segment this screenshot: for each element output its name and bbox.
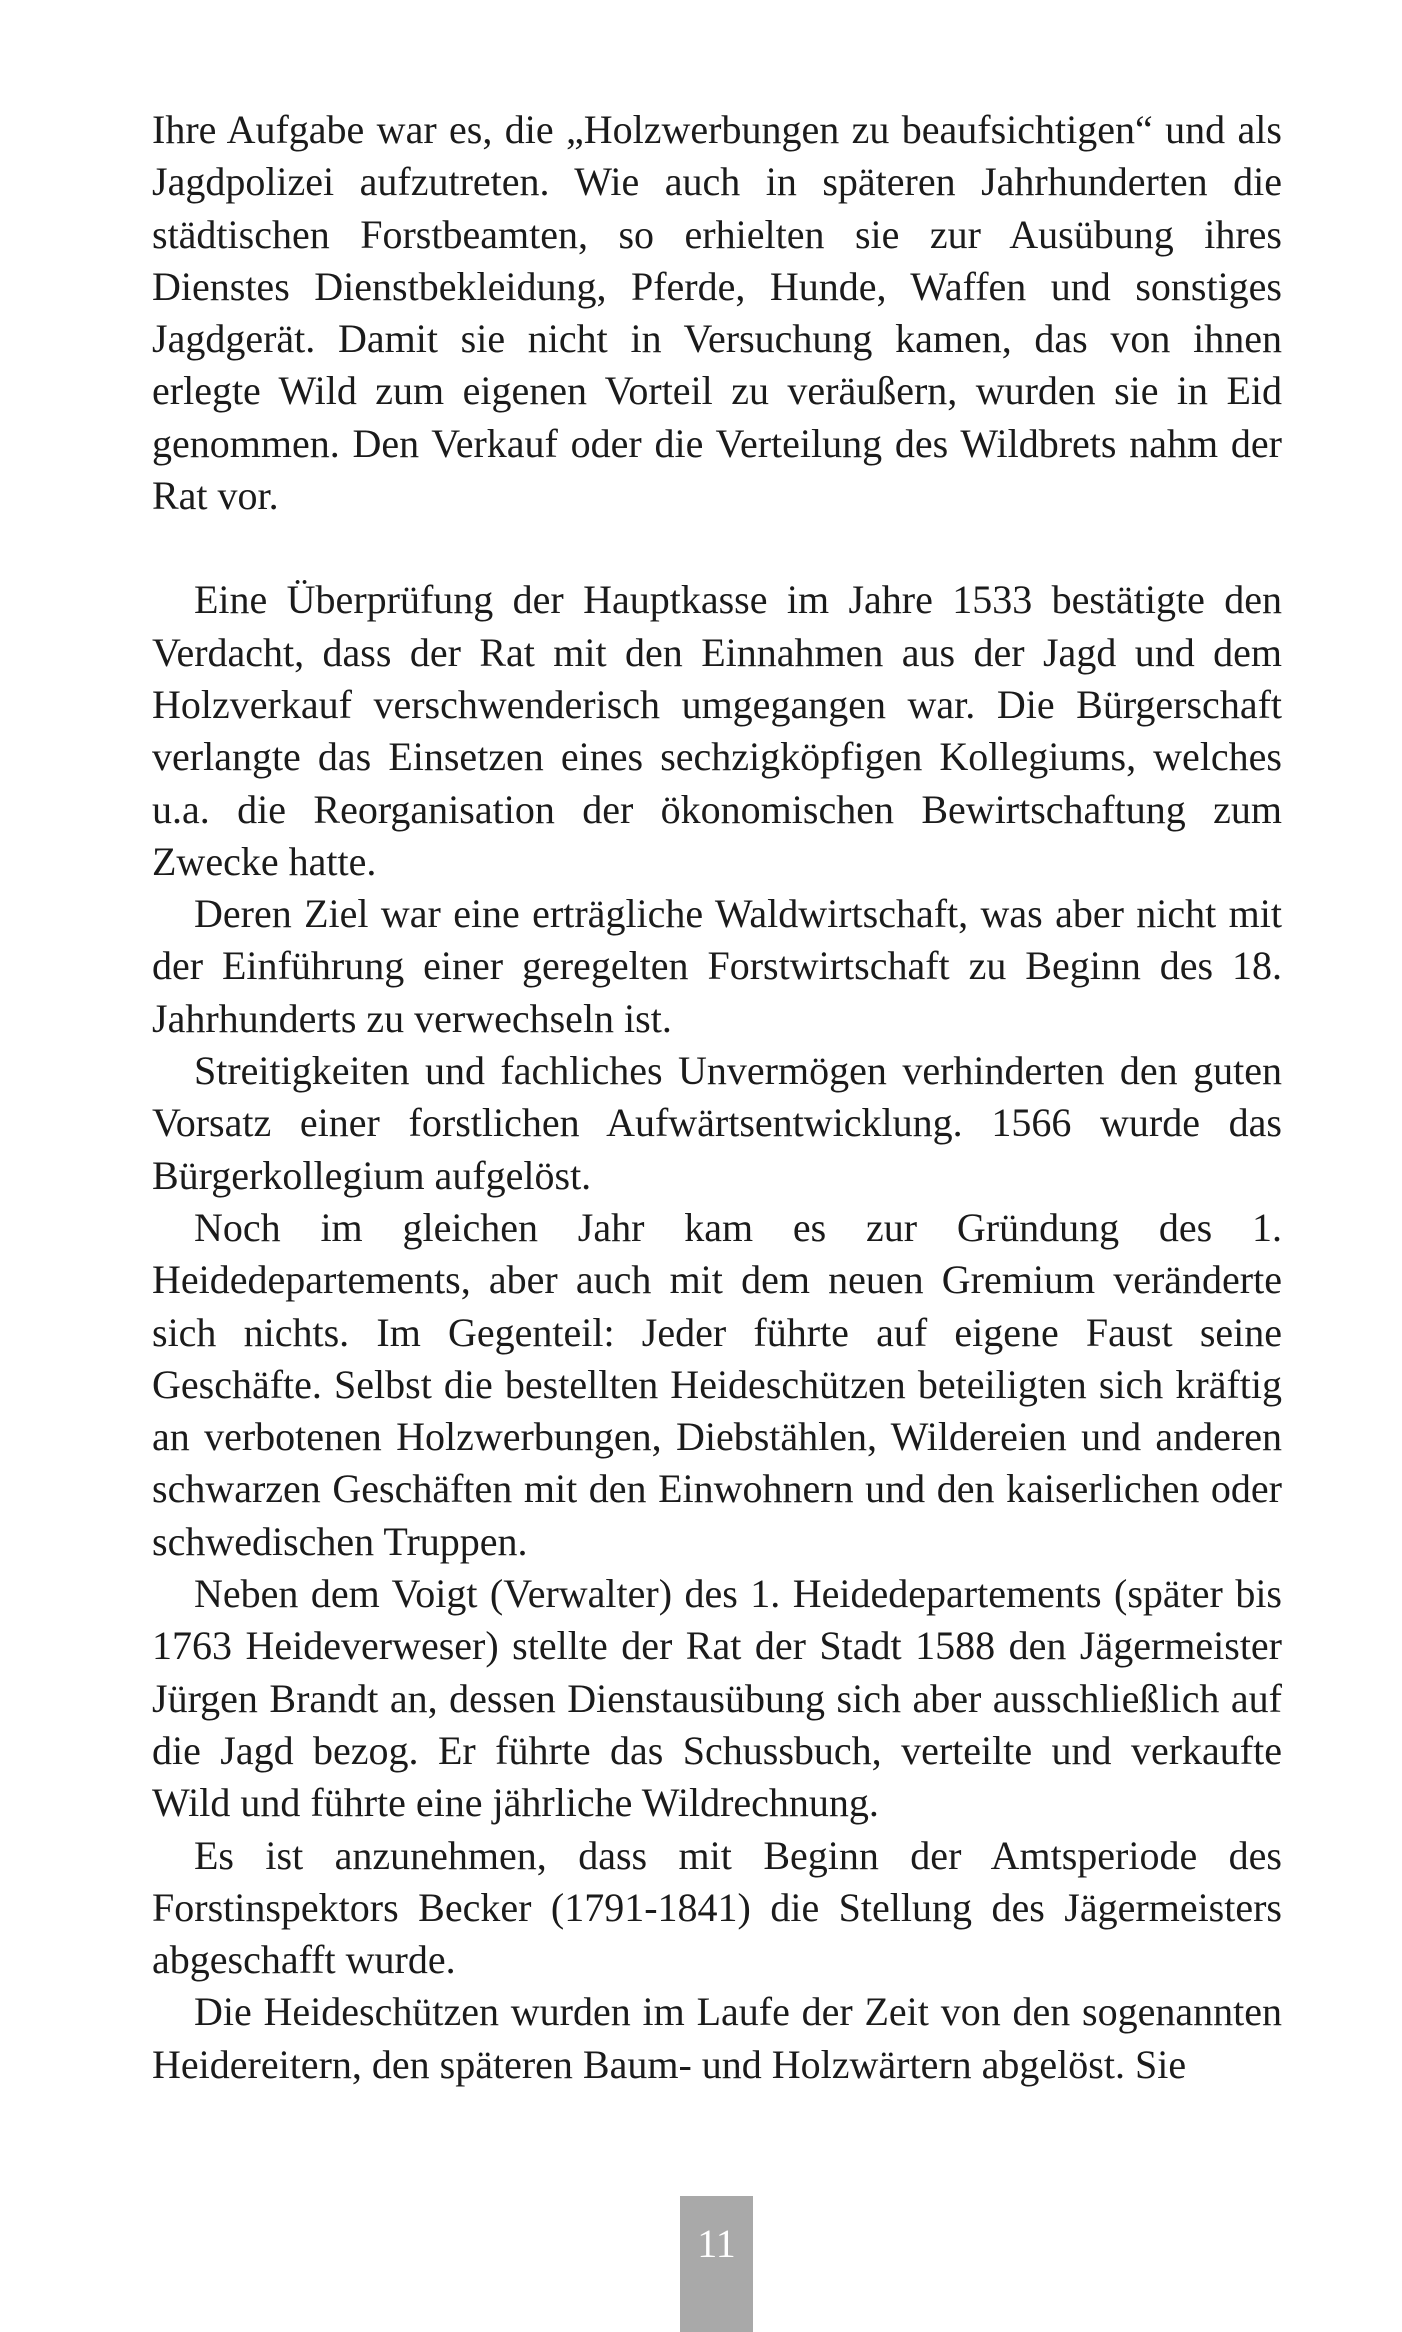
paragraph-2: Eine Überprüfung der Hauptkasse im Jahre 1533 bestätigte den Verdacht, dass der Rat mit den Einnahmen aus der Jagd und dem Holzverkauf verschwenderisch umgegangen war. Die Bürgerschaft verlangte das Einsetzen eines sechzigköpfigen Kollegiums, welches u.a. die Reorganisation der ökonomischen Bewirtschaftung zum Zwecke hatte. <box>152 577 1282 884</box>
paragraph-5: Noch im gleichen Jahr kam es zur Gründung des 1. Heidedepartements, aber auch mit dem neuen Gremium veränderte sich nichts. Im Gegenteil: Jeder führte auf eigene Faust seine Geschäfte. Selbst die bestellten Heideschützen beteiligten sich kräftig an verbotenen Holzwerbungen, Diebstählen, Wildereien und anderen schwarzen Geschäften mit den Einwohnern und den kaiserlichen oder schwedischen Truppen. <box>152 1204 1282 1564</box>
paragraph-4: Streitigkeiten und fachliches Unvermögen verhinderten den guten Vorsatz einer forstlichen Aufwärtsentwicklung. 1566 wurde das Bürgerkollegium aufgelöst. <box>152 1048 1282 1198</box>
paragraph-6: Neben dem Voigt (Verwalter) des 1. Heidedepartements (später bis 1763 Heideverweser) stellte der Rat der Stadt 1588 den Jägermeister Jürgen Brandt an, dessen Dienstausübung sich aber ausschließlich auf die Jagd bezog. Er führte das Schussbuch, verteilte und verkaufte Wild und führte eine jährliche Wildrechnung. <box>152 1571 1282 1826</box>
paragraph-1: Ihre Aufgabe war es, die „Holzwerbungen zu beaufsichtigen“ und als Jagdpolizei aufzutreten. Wie auch in späteren Jahrhunderten die städtischen Forstbeamten, so erhielten sie zur Ausübung ihres Dienstes Dienstbekleidung, Pferde, Hunde, Waffen und sonstiges Jagdgerät. Damit sie nicht in Versuchung kamen, das von ihnen erlegte Wild zum eigenen Vorteil zu veräußern, wurden sie in Eid genommen. Den Verkauf oder die Verteilung des Wildbrets nahm der Rat vor. <box>152 107 1282 519</box>
paragraph-3: Deren Ziel war eine erträgliche Waldwirtschaft, was aber nicht mit der Einführung einer geregelten Forstwirtschaft zu Beginn des 18. Jahrhunderts zu verwechseln ist. <box>152 891 1282 1041</box>
page-number: 11 <box>680 2196 753 2332</box>
body-text <box>152 104 1282 2091</box>
paragraph-8: Die Heideschützen wurden im Laufe der Zeit von den sogenannten Heidereitern, den späteren Baum- und Holzwärtern abgelöst. Sie <box>152 1989 1282 2087</box>
paragraph-7: Es ist anzunehmen, dass mit Beginn der Amtsperiode des Forstinspektors Becker (1791-1841) die Stellung des Jägermeisters abgeschafft wurde. <box>152 1832 1282 1983</box>
